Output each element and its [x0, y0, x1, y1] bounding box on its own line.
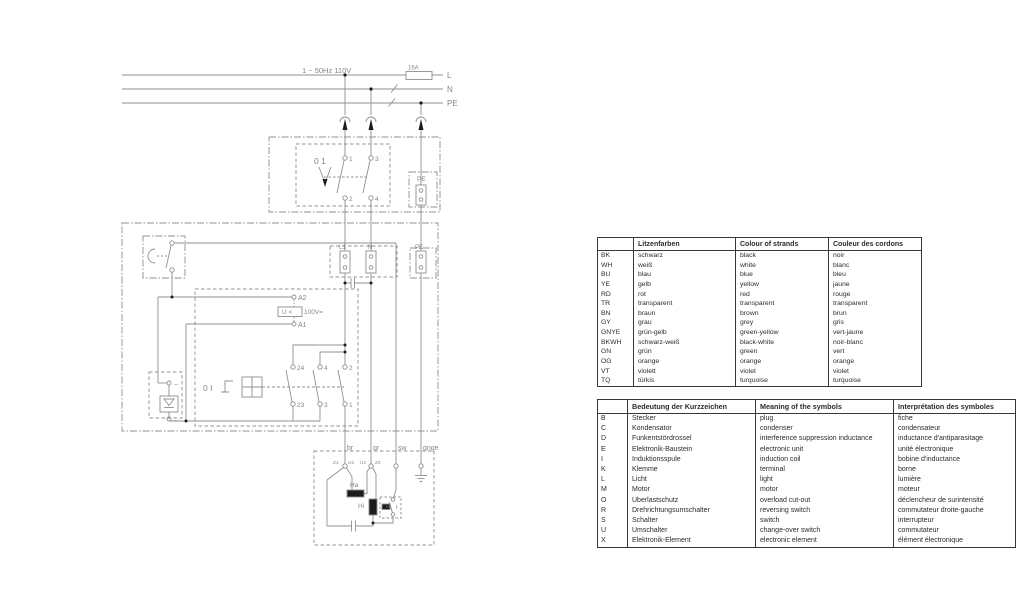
contact-label: 1 [349, 402, 353, 409]
table-cell: weiß [634, 261, 736, 271]
table-cell: blanc [829, 261, 922, 271]
table-cell: transparent [829, 299, 922, 309]
rectifier [149, 372, 182, 421]
table-cell: vert [829, 347, 922, 357]
table-row [598, 367, 922, 377]
table-row [598, 424, 1016, 434]
table-row [598, 506, 1016, 516]
table-cell: U [601, 527, 607, 535]
table-cell: commutateur droite-gauche [894, 506, 1016, 516]
junction-dots [171, 73, 423, 524]
table-header-row [598, 238, 922, 251]
wire-gnge-label: gnge [423, 445, 439, 452]
aux-winding-label: Hi [358, 503, 365, 510]
wire-gr-label: gr [373, 445, 380, 452]
table-row [598, 270, 922, 280]
ac-symbol: ~ [174, 418, 179, 425]
pe-terminal [416, 185, 426, 205]
table-cell: gelb [634, 280, 736, 290]
table-cell: plug [756, 414, 894, 425]
table-cell: Licht [628, 475, 756, 485]
table-cell: electronic unit [756, 445, 894, 455]
column-header [598, 400, 628, 414]
table-cell: D [601, 435, 607, 443]
table-cell: induction coil [756, 455, 894, 465]
wire-sw-label: sw [398, 445, 407, 452]
table-cell: inductance d'antiparasitage [894, 434, 1016, 444]
table-row [598, 475, 1016, 485]
table-cell: motor [756, 485, 894, 495]
table-cell: GN [601, 348, 612, 356]
table-cell: TR [601, 300, 611, 308]
switch-position-label: 0 1 [314, 156, 326, 166]
table-cell: brun [829, 309, 922, 319]
column-header: Colour of strands [736, 238, 829, 251]
line-pe-label: PE [447, 99, 458, 108]
terminal-n-label: N [368, 244, 373, 251]
actuator-arrow-icon [323, 179, 328, 187]
strand-colour-table [597, 237, 922, 387]
contact-label: 2 [349, 365, 353, 372]
contact-label: 3 [324, 402, 328, 409]
table-cell: YE [601, 280, 611, 288]
table-cell: change-over switch [756, 526, 894, 536]
table-cell: RD [601, 290, 611, 298]
table-cell: vert-jaune [829, 328, 922, 338]
table-cell: white [736, 261, 829, 271]
table-cell: O [601, 496, 607, 504]
table-cell: borne [894, 465, 1016, 475]
uv-box-label: U < [282, 309, 293, 316]
ac-symbol: ~ [174, 382, 179, 389]
table-cell: noir [829, 251, 922, 261]
table-cell: grey [736, 318, 829, 328]
table-cell: braun [634, 309, 736, 319]
terminal-pe-label: PE [415, 244, 424, 251]
contact-label: 1 [349, 156, 353, 163]
table-cell: overload cut-out [756, 496, 894, 506]
table-cell: C [601, 425, 607, 433]
table-cell: Funkentstördrossel [628, 434, 756, 444]
table-cell: blau [634, 270, 736, 280]
supply-lines [122, 72, 443, 116]
table-cell: Induktionsspule [628, 455, 756, 465]
plug-symbols [340, 117, 426, 185]
column-header: Litzenfarben [634, 238, 736, 251]
table-cell: switch [756, 516, 894, 526]
table-cell: E [601, 445, 606, 453]
main-winding-label: Ha [350, 482, 359, 489]
fuse-label: 16A [408, 65, 419, 72]
line-l-label: L [447, 71, 452, 80]
table-cell: I [601, 455, 603, 463]
table-cell: Überlastschutz [628, 496, 756, 506]
table-cell: condenser [756, 424, 894, 434]
table-cell: violet [829, 367, 922, 377]
terminal-l1-label: L1 [339, 244, 346, 251]
contact-label: 4 [324, 365, 328, 372]
table-row [598, 347, 922, 357]
table-header-row [598, 400, 1016, 414]
motor-z1-label: Z1 [333, 461, 339, 466]
machine-enclosure [122, 223, 438, 464]
table-cell: rouge [829, 290, 922, 300]
column-header: Meaning of the symbols [756, 400, 894, 414]
contactor [169, 345, 347, 464]
table-cell: türkis [634, 376, 736, 386]
table-cell: déclencheur de surintensité [894, 496, 1016, 506]
table-cell: unité électronique [894, 445, 1016, 455]
contact-label: 4 [375, 196, 379, 203]
table-cell: fiche [894, 414, 1016, 425]
table-row [598, 357, 922, 367]
contact-label: 3 [375, 156, 379, 163]
table-row [598, 338, 922, 348]
column-header: Interprétation des symboles [894, 400, 1016, 414]
table-cell: turquoise [829, 376, 922, 386]
table-cell: commutateur [894, 526, 1016, 536]
table-row [598, 465, 1016, 475]
column-header: Couleur des cordons [829, 238, 922, 251]
table-row [598, 318, 922, 328]
table-row [598, 455, 1016, 465]
table-cell: Klemme [628, 465, 756, 475]
contact-label: 23 [297, 402, 305, 409]
table-cell: élément électronique [894, 536, 1016, 547]
table-cell: interference suppression inductance [756, 434, 894, 444]
table-row [598, 434, 1016, 444]
table-row [598, 376, 922, 386]
table-cell: orange [736, 357, 829, 367]
table-row [598, 261, 922, 271]
table-cell: light [756, 475, 894, 485]
line-n-label: N [447, 85, 453, 94]
table-cell: violett [634, 367, 736, 377]
table-row [598, 309, 922, 319]
table-cell: orange [634, 357, 736, 367]
table-cell: condensateur [894, 424, 1016, 434]
table-cell: electronic element [756, 536, 894, 547]
table-cell: S [601, 517, 606, 525]
table-row [598, 290, 922, 300]
table-cell: M [601, 486, 607, 494]
table-cell: X [601, 537, 606, 545]
table-cell: B [601, 415, 606, 422]
table-row [598, 536, 1016, 547]
contact-label: 24 [297, 365, 305, 372]
aux-winding-symbol [369, 499, 377, 515]
table-cell: bleu [829, 270, 922, 280]
table-cell: black-white [736, 338, 829, 348]
supply-label: 1 ~ 50Hz 110V [302, 66, 352, 75]
pe-terminal-label: PE [417, 176, 426, 183]
table-cell: GNYE [601, 329, 621, 337]
table-row [598, 280, 922, 290]
table-row [598, 299, 922, 309]
table-cell: VT [601, 367, 610, 375]
pushbutton-switch [143, 236, 185, 278]
table-row [598, 485, 1016, 495]
table-cell: Schalter [628, 516, 756, 526]
symbol-meaning-table [597, 399, 1016, 548]
table-cell: TQ [601, 377, 611, 385]
motor-z2-label: Z2 [375, 461, 381, 466]
table-cell: lumière [894, 475, 1016, 485]
coil-a1-label: A1 [298, 322, 307, 329]
table-cell: Drehrichtungsumschalter [628, 506, 756, 516]
table-cell: blue [736, 270, 829, 280]
table-cell: moteur [894, 485, 1016, 495]
terminal-blocks [340, 251, 426, 273]
table-cell: GY [601, 319, 611, 327]
table-cell: interrupteur [894, 516, 1016, 526]
column-header: Bedeutung der Kurzzeichen [628, 400, 756, 414]
table-cell: K [601, 466, 606, 474]
motor-u2-label: U2 [348, 461, 355, 466]
table-cell: L [601, 476, 605, 484]
table-cell: WH [601, 261, 613, 269]
table-cell: Elektronik-Element [628, 536, 756, 547]
table-cell: BU [601, 271, 611, 279]
table-row [598, 414, 1016, 425]
undervoltage-release [158, 295, 302, 421]
pushbutton-icon [148, 249, 155, 263]
main-winding-symbol [347, 490, 364, 497]
table-cell: grün [634, 347, 736, 357]
table-cell: R [601, 506, 607, 514]
table-cell: transparent [736, 299, 829, 309]
run-capacitor [327, 521, 373, 532]
table-cell: brown [736, 309, 829, 319]
table-cell: green [736, 347, 829, 357]
table-row [598, 526, 1016, 536]
table-cell: red [736, 290, 829, 300]
contact-label: 2 [349, 196, 353, 203]
symbol-meaning-table-grid [597, 399, 1016, 548]
uv-rating-label: 100V= [304, 309, 323, 316]
table-cell: jaune [829, 280, 922, 290]
table-row [598, 516, 1016, 526]
table-cell: BK [601, 252, 611, 259]
motor-u1-label: U1 [360, 461, 367, 466]
table-cell: schwarz-weiß [634, 338, 736, 348]
column-header [598, 238, 634, 251]
table-cell: Kondensator [628, 424, 756, 434]
table-cell: BN [601, 309, 611, 317]
table-row [598, 328, 922, 338]
table-row [598, 251, 922, 261]
table-cell: transparent [634, 299, 736, 309]
table-cell: grau [634, 318, 736, 328]
table-cell: Motor [628, 485, 756, 495]
table-cell: Elektronik-Baustein [628, 445, 756, 455]
table-cell: bobine d'inductance [894, 455, 1016, 465]
motor-unit [314, 451, 434, 545]
table-cell: yellow [736, 280, 829, 290]
fuse-symbol [406, 72, 432, 80]
table-cell: Umschalter [628, 526, 756, 536]
wire-br-label: br [347, 445, 354, 452]
table-cell: Stecker [628, 414, 756, 425]
contactor-position-label: 0 I [203, 383, 213, 393]
earth-icon [415, 468, 427, 481]
table-cell: gris [829, 318, 922, 328]
table-cell: violet [736, 367, 829, 377]
table-cell: noir-blanc [829, 338, 922, 348]
table-cell: black [736, 251, 829, 261]
coil-a2-label: A2 [298, 295, 307, 302]
switch-unit-enclosure [269, 137, 440, 251]
thermal-label: t [396, 505, 398, 511]
table-cell: OG [601, 358, 612, 366]
strand-colour-table-grid [597, 237, 922, 387]
table-cell: rot [634, 290, 736, 300]
table-cell: schwarz [634, 251, 736, 261]
table-cell: grün-gelb [634, 328, 736, 338]
table-cell: terminal [756, 465, 894, 475]
line-capacitor [345, 278, 371, 288]
table-cell: BKWH [601, 338, 622, 346]
table-cell: turquoise [736, 376, 829, 386]
table-cell: orange [829, 357, 922, 367]
table-cell: reversing switch [756, 506, 894, 516]
table-row [598, 496, 1016, 506]
table-cell: green-yellow [736, 328, 829, 338]
table-row [598, 445, 1016, 455]
